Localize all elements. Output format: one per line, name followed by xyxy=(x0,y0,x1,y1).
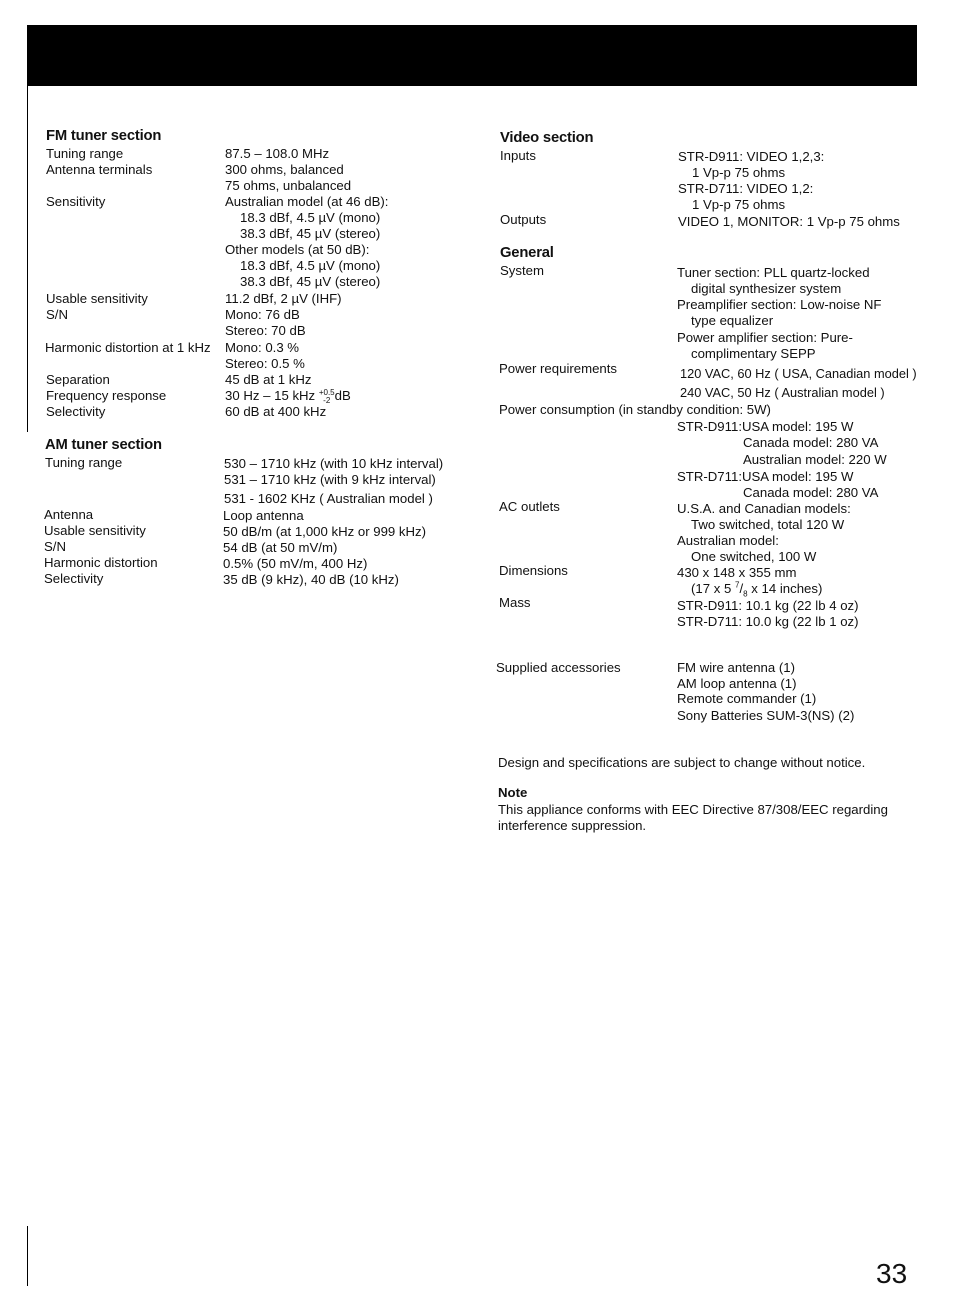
general-ac-outlets-value: One switched, 100 W xyxy=(691,549,817,564)
general-system-value: digital synthesizer system xyxy=(691,281,842,296)
video-inputs-value: 1 Vp-p 75 ohms xyxy=(692,165,786,180)
video-inputs-value: STR-D711: VIDEO 1,2: xyxy=(678,181,814,196)
video-outputs-value: VIDEO 1, MONITOR: 1 Vp-p 75 ohms xyxy=(678,214,900,229)
fm-sensitivity-value: 38.3 dBf, 45 µV (stereo) xyxy=(240,226,381,241)
fm-section-heading: FM tuner section xyxy=(46,128,162,144)
general-ac-outlets-value: Australian model: xyxy=(677,533,779,548)
am-antenna-label: Antenna xyxy=(44,507,94,522)
am-selectivity-value: 35 dB (9 kHz), 40 dB (10 kHz) xyxy=(223,572,399,587)
fm-tuning-range-value: 87.5 – 108.0 MHz xyxy=(225,146,330,161)
am-tuning-range-value: 531 – 1710 kHz (with 9 kHz interval) xyxy=(224,472,436,487)
general-dimensions-value: (17 x 5 $^7/_8$ x 14 inches) xyxy=(691,580,823,599)
am-tuning-range-label: Tuning range xyxy=(45,455,123,470)
general-dimensions-label: Dimensions xyxy=(499,563,568,578)
am-usable-sensitivity-value: 50 dB/m (at 1,000 kHz or 999 kHz) xyxy=(223,524,427,539)
freq-range: 30 Hz – 15 kHz xyxy=(225,388,316,403)
fm-sensitivity-value: 38.3 dBf, 45 µV (stereo) xyxy=(240,274,381,289)
general-system-value: Preamplifier section: Low-noise NF xyxy=(677,297,882,312)
fm-separation-value: 45 dB at 1 kHz xyxy=(225,372,312,387)
general-system-value: complimentary SEPP xyxy=(691,346,816,361)
fm-sensitivity-value: 18.3 dBf, 4.5 µV (mono) xyxy=(240,210,381,225)
fm-tuning-range-label: Tuning range xyxy=(46,146,124,161)
page-number: 33 xyxy=(876,1258,908,1289)
general-accessories-value: AM loop antenna (1) xyxy=(677,676,797,691)
general-mass-value: STR-D911: 10.1 kg (22 lb 4 oz) xyxy=(677,598,859,613)
fm-sensitivity-label: Sensitivity xyxy=(46,194,106,209)
dimensions-fraction-denominator: 8 xyxy=(743,589,748,599)
general-power-consumption-label: Power consumption (in standby condition: 5W) xyxy=(499,402,771,417)
general-power-requirements-value: 120 VAC, 60 Hz ( USA, Canadian model ) xyxy=(680,366,917,381)
fm-frequency-response-value xyxy=(225,388,351,405)
margin-line-bottom xyxy=(27,1226,28,1286)
margin-line-top xyxy=(27,86,28,432)
video-inputs-label: Inputs xyxy=(500,148,536,163)
fm-harmonic-distortion-label: Harmonic distortion at 1 kHz xyxy=(45,340,211,355)
fm-sn-value: Mono: 76 dB xyxy=(225,307,300,322)
fm-sn-label: S/N xyxy=(46,307,68,322)
fm-harmonic-distortion-value: Mono: 0.3 % xyxy=(225,340,300,355)
general-mass-value: STR-D711: 10.0 kg (22 lb 1 oz) xyxy=(677,614,859,629)
freq-tolerance-minus: -2 xyxy=(323,395,331,405)
general-accessories-value: Sony Batteries SUM-3(NS) (2) xyxy=(677,708,855,723)
fm-selectivity-value: 60 dB at 400 kHz xyxy=(225,404,327,419)
general-power-consumption-value: Canada model: 280 VA xyxy=(743,435,879,450)
general-power-consumption-value: STR-D911:USA model: 195 W xyxy=(677,419,854,434)
video-inputs-value: STR-D911: VIDEO 1,2,3: xyxy=(678,149,825,164)
general-system-value: type equalizer xyxy=(691,313,774,328)
video-outputs-label: Outputs xyxy=(500,212,547,227)
general-dimensions-value: 430 x 148 x 355 mm xyxy=(677,565,797,580)
general-accessories-value: FM wire antenna (1) xyxy=(677,660,795,675)
dimensions-inches-end: x 14 inches) xyxy=(751,581,823,596)
note-text: This appliance conforms with EEC Directive 87/308/EEC regarding xyxy=(498,802,888,817)
general-ac-outlets-value: Two switched, total 120 W xyxy=(691,517,845,532)
am-section-heading: AM tuner section xyxy=(45,437,162,453)
note-heading: Note xyxy=(498,785,528,800)
general-ac-outlets-value: U.S.A. and Canadian models: xyxy=(677,501,851,516)
am-selectivity-label: Selectivity xyxy=(44,571,104,586)
am-sn-value: 54 dB (at 50 mV/m) xyxy=(223,540,338,555)
am-harmonic-distortion-label: Harmonic distortion xyxy=(44,555,158,570)
video-section-heading: Video section xyxy=(500,130,594,146)
fm-sensitivity-value: Other models (at 50 dB): xyxy=(225,242,370,257)
freq-unit: dB xyxy=(334,388,351,403)
fm-sn-value: Stereo: 70 dB xyxy=(225,323,306,338)
header-bar xyxy=(27,25,917,86)
general-power-consumption-value: Canada model: 280 VA xyxy=(743,485,879,500)
general-power-consumption-value: STR-D711:USA model: 195 W xyxy=(677,469,854,484)
general-power-requirements-value: 240 VAC, 50 Hz ( Australian model ) xyxy=(680,385,885,400)
am-harmonic-distortion-value: 0.5% (50 mV/m, 400 Hz) xyxy=(223,556,368,571)
general-ac-outlets-label: AC outlets xyxy=(499,499,560,514)
fm-antenna-label: Antenna terminals xyxy=(46,162,153,177)
design-notice: Design and specifications are subject to change without notice. xyxy=(498,755,866,770)
fm-frequency-response-label: Frequency response xyxy=(46,388,167,403)
fm-usable-sensitivity-value: 11.2 dBf, 2 µV (IHF) xyxy=(225,291,342,306)
fm-harmonic-distortion-value: Stereo: 0.5 % xyxy=(225,356,305,371)
am-tuning-range-value: 530 – 1710 kHz (with 10 kHz interval) xyxy=(224,456,444,471)
dimensions-fraction-numerator: 7 xyxy=(735,580,740,590)
dimensions-inches-start: (17 x 5 xyxy=(691,581,732,596)
fm-antenna-value: 300 ohms, balanced xyxy=(225,162,344,177)
freq-tolerance-plus: +0.5 xyxy=(318,387,335,397)
general-system-value: Tuner section: PLL quartz-locked xyxy=(677,265,870,280)
video-inputs-value: 1 Vp-p 75 ohms xyxy=(692,197,786,212)
general-system-label: System xyxy=(500,263,544,278)
general-power-requirements-label: Power requirements xyxy=(499,361,618,376)
general-system-value: Power amplifier section: Pure- xyxy=(677,330,853,345)
am-sn-label: S/N xyxy=(44,539,66,554)
fm-usable-sensitivity-label: Usable sensitivity xyxy=(46,291,148,306)
general-mass-label: Mass xyxy=(499,595,531,610)
general-accessories-label: Supplied accessories xyxy=(496,660,621,675)
am-usable-sensitivity-label: Usable sensitivity xyxy=(44,523,146,538)
fm-sensitivity-value: Australian model (at 46 dB): xyxy=(225,194,389,209)
general-section-heading: General xyxy=(500,245,554,261)
fm-separation-label: Separation xyxy=(46,372,110,387)
am-antenna-value: Loop antenna xyxy=(223,508,304,523)
fm-selectivity-label: Selectivity xyxy=(46,404,106,419)
general-accessories-value: Remote commander (1) xyxy=(677,691,817,706)
fm-sensitivity-value: 18.3 dBf, 4.5 µV (mono) xyxy=(240,258,381,273)
am-tuning-range-value: 531 - 1602 KHz ( Australian model ) xyxy=(224,491,433,506)
general-power-consumption-value: Australian model: 220 W xyxy=(743,452,887,467)
fm-antenna-value: 75 ohms, unbalanced xyxy=(225,178,352,193)
note-text: interference suppression. xyxy=(498,818,647,833)
